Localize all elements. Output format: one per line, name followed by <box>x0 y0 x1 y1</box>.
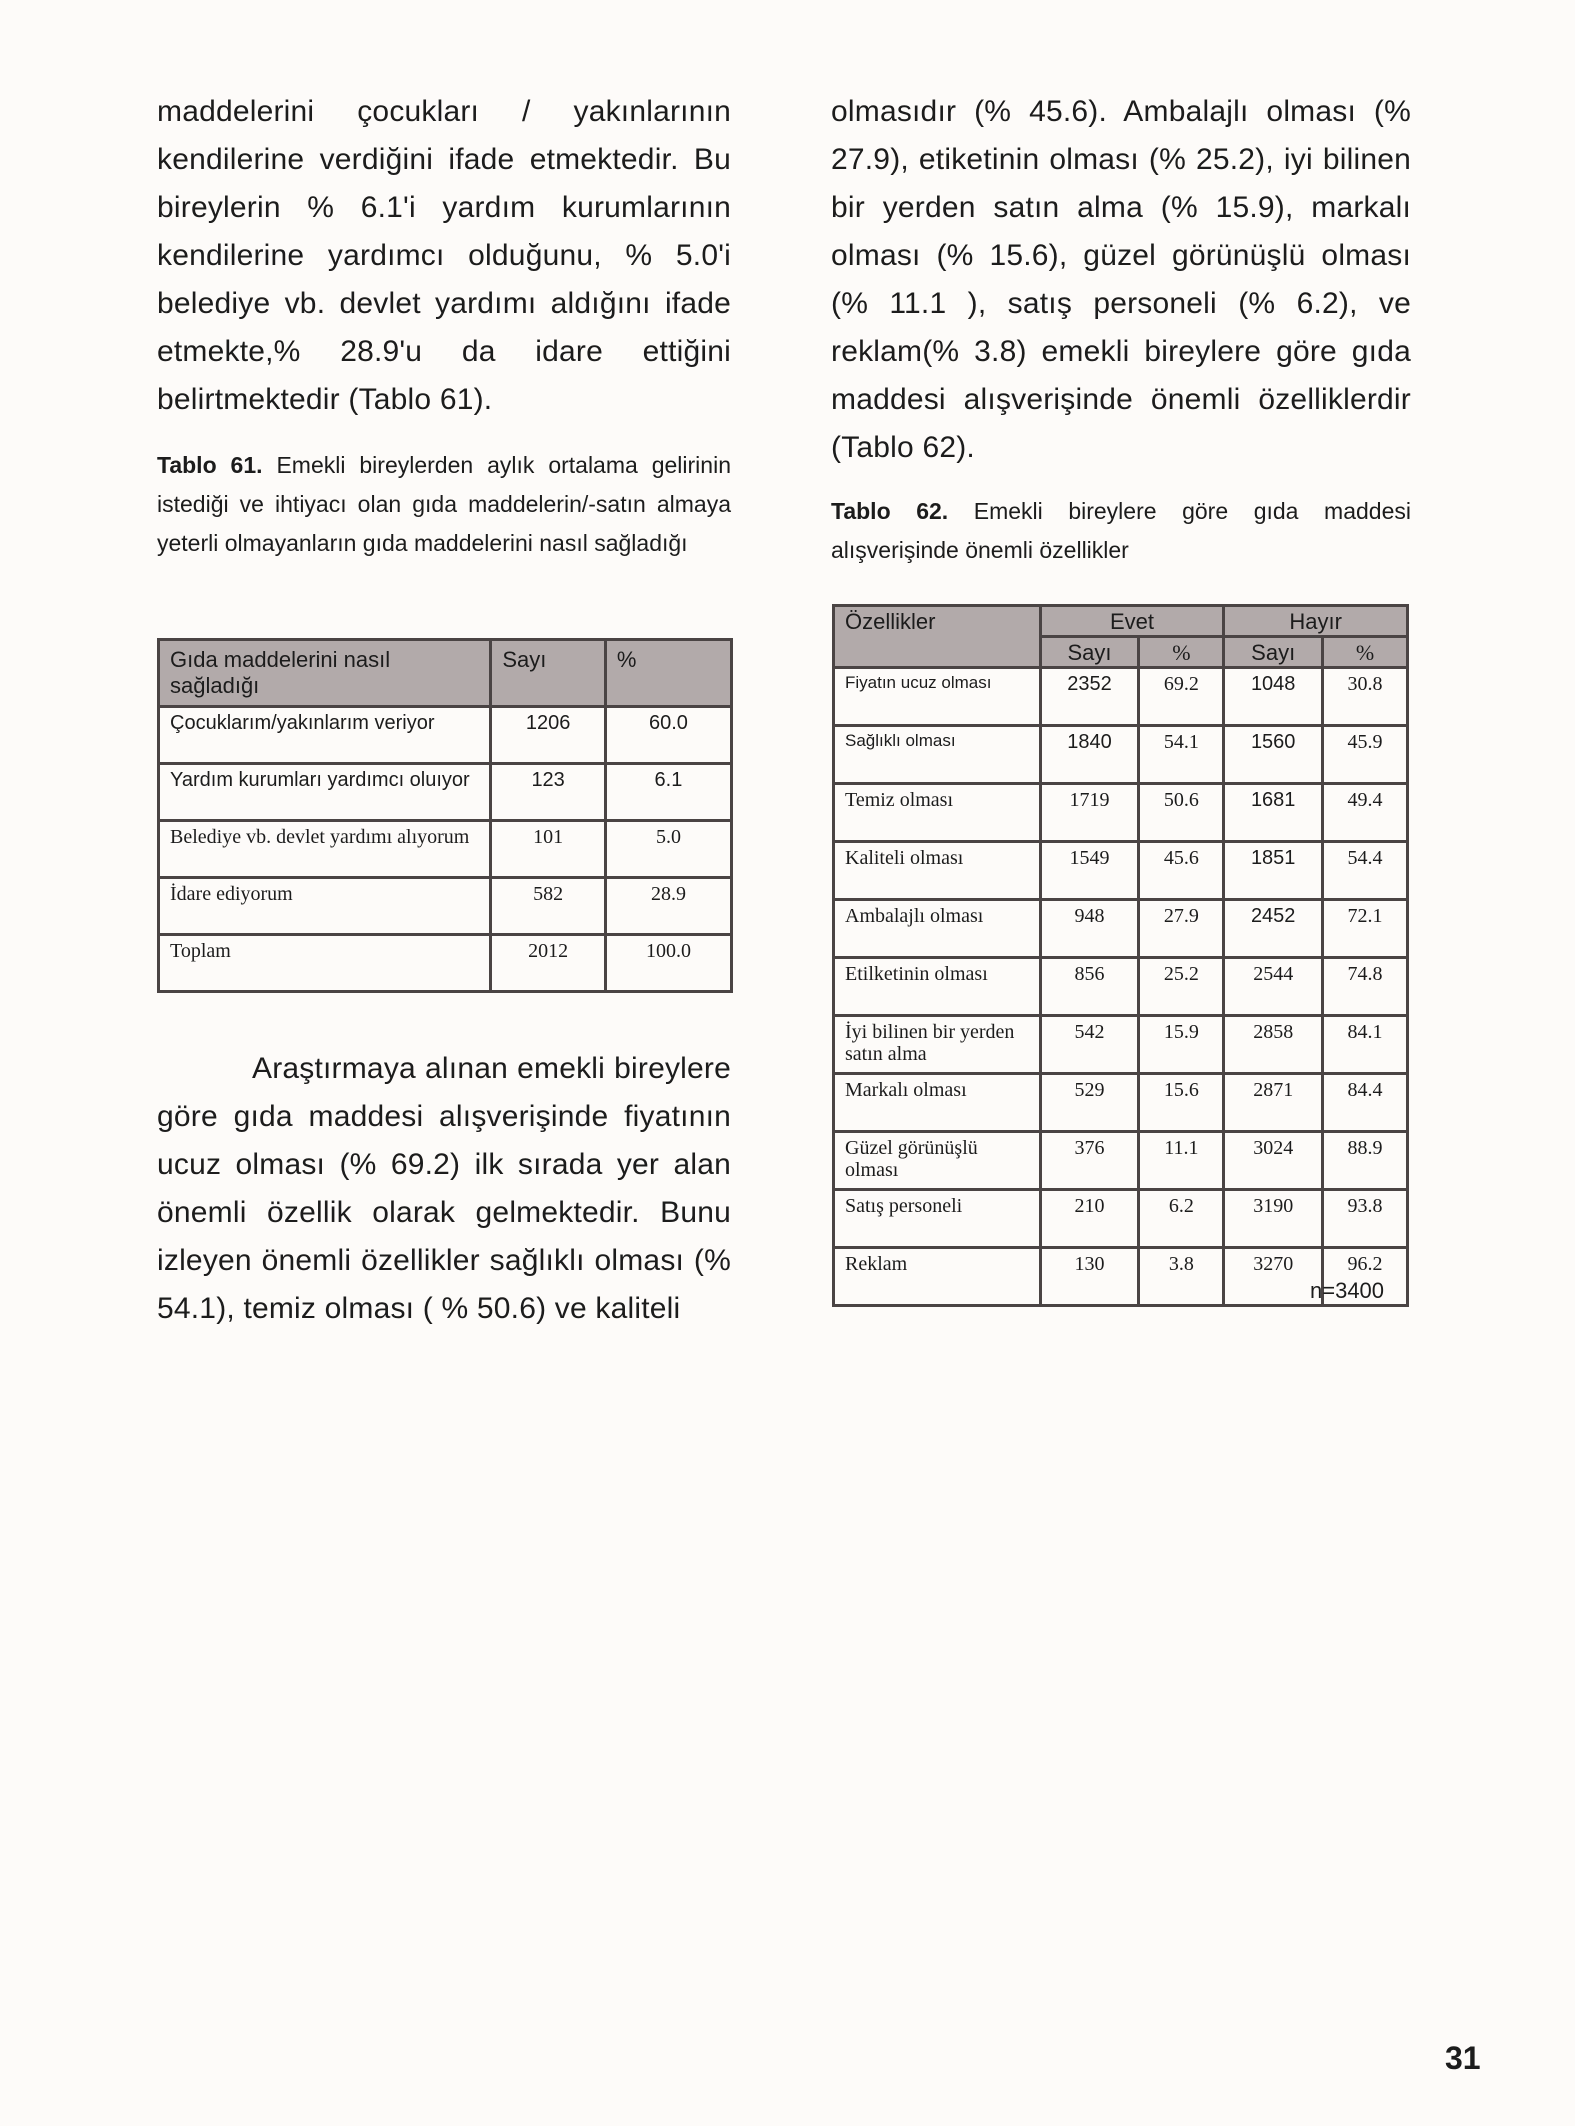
table-62-cell-yes-percent: 25.2 <box>1139 958 1224 1016</box>
table-62-header-yes: Evet <box>1040 606 1224 637</box>
table-62-cell-yes-count: 210 <box>1040 1190 1139 1248</box>
table-62-cell-yes-percent: 50.6 <box>1139 784 1224 842</box>
table-row <box>159 821 732 878</box>
right-column <box>831 88 1411 570</box>
table-62-cell-yes-percent: 15.9 <box>1139 1016 1224 1074</box>
table-62-cell-no-percent: 84.1 <box>1323 1016 1408 1074</box>
table-62-cell-yes-percent: 11.1 <box>1139 1132 1224 1190</box>
table-62-cell-no-count: 3270 <box>1224 1248 1323 1306</box>
left-paragraph-1: maddelerini çocukları / yakınlarının kendilerine verdiğini ifade etmektedir. Bu bireylerin % 6.1'i yardım kurumlarının kendilerine yardımcı olduğunu, % 5.0'i belediye vb. devlet yardımı aldığını ifade etmekte,% 28.9'u da idare ettiğini belirtmektedir (Tablo 61). <box>157 95 731 416</box>
table-62-cell-no-percent: 45.9 <box>1323 726 1408 784</box>
table-61-cell-percent: 28.9 <box>605 878 731 935</box>
table-row <box>834 1132 1408 1190</box>
table-62-cell-no-percent: 30.8 <box>1323 668 1408 726</box>
table-62-cell-yes-count: 1840 <box>1040 726 1139 784</box>
table-62-cell-feature: Satış personeli <box>834 1190 1041 1248</box>
table-62-cell-yes-count: 542 <box>1040 1016 1139 1074</box>
table-62-cell-no-percent: 93.8 <box>1323 1190 1408 1248</box>
table-62-cell-feature: Kaliteli olması <box>834 842 1041 900</box>
table-62-sample-note: n=3400 <box>1310 1278 1385 1303</box>
table-62-cell-no-percent: 88.9 <box>1323 1132 1408 1190</box>
table-62-header-row <box>834 606 1408 637</box>
table-row <box>834 784 1408 842</box>
table-62-subheader-no-count: Sayı <box>1224 637 1323 668</box>
table-62-cell-no-percent: 96.2 <box>1323 1248 1408 1306</box>
table-61 <box>157 638 733 993</box>
table-62-header-no: Hayır <box>1224 606 1408 637</box>
table-62 <box>832 604 1409 1307</box>
table-61-cell-label: İdare ediyorum <box>159 878 491 935</box>
right-paragraph-1: olmasıdır (% 45.6). Ambalajlı olması (% 27.9), etiketinin olması (% 25.2), iyi bilinen bir yerden satın alma (% 15.9), markalı olması (% 15.6), güzel görünüşlü olması (% 11.1 ), satış personeli (% 6.2), ve reklam(% 3.8) emekli bireylere göre gıda maddesi alışverişinde önemli özelliklerdir (Tablo 62). <box>831 95 1411 464</box>
table-62-cell-no-count: 1048 <box>1224 668 1323 726</box>
table-61-cell-percent: 60.0 <box>605 707 731 764</box>
table-row <box>159 935 732 992</box>
table-62-cell-no-percent: 54.4 <box>1323 842 1408 900</box>
table-row <box>834 1074 1408 1132</box>
table-62-cell-yes-count: 1719 <box>1040 784 1139 842</box>
table-62-cell-feature: Etilketinin olması <box>834 958 1041 1016</box>
table-62-cell-feature: Sağlıklı olması <box>834 726 1041 784</box>
table-61-header-count: Sayı <box>491 640 606 707</box>
table-62-cell-no-percent: 72.1 <box>1323 900 1408 958</box>
table-61-caption-label: Tablo 61. <box>157 452 263 478</box>
table-62-cell-no-count: 1851 <box>1224 842 1323 900</box>
table-62-cell-yes-percent: 69.2 <box>1139 668 1224 726</box>
table-61-cell-count: 101 <box>491 821 606 878</box>
table-62-cell-yes-count: 376 <box>1040 1132 1139 1190</box>
table-62-cell-no-count: 2544 <box>1224 958 1323 1016</box>
table-row <box>834 900 1408 958</box>
table-62-caption-label: Tablo 62. <box>831 498 949 524</box>
table-62-cell-yes-count: 856 <box>1040 958 1139 1016</box>
table-62-cell-no-count: 2858 <box>1224 1016 1323 1074</box>
left-column <box>157 88 731 563</box>
table-62-cell-no-percent: 49.4 <box>1323 784 1408 842</box>
table-62-cell-feature: İyi bilinen bir yerden satın alma <box>834 1016 1041 1074</box>
table-61-header-method: Gıda maddelerini nasıl sağladığı <box>159 640 491 707</box>
page-number: 31 <box>1445 2040 1481 2076</box>
table-62-cell-no-count: 1560 <box>1224 726 1323 784</box>
table-row <box>834 958 1408 1016</box>
table-62-cell-yes-count: 2352 <box>1040 668 1139 726</box>
table-62-cell-yes-percent: 15.6 <box>1139 1074 1224 1132</box>
table-62-cell-feature: Fiyatın ucuz olması <box>834 668 1041 726</box>
table-62-cell-yes-count: 130 <box>1040 1248 1139 1306</box>
table-62-cell-feature: Markalı olması <box>834 1074 1041 1132</box>
table-62-cell-feature: Ambalajlı olması <box>834 900 1041 958</box>
table-62-cell-yes-percent: 45.6 <box>1139 842 1224 900</box>
table-61-cell-label: Yardım kurumları yardımcı oluıyor <box>159 764 491 821</box>
left-paragraph-2: Araştırmaya alınan emekli bireylere göre gıda maddesi alışverişinde fiyatının ucuz olması (% 69.2) ilk sırada yer alan önemli özellik olarak gelmektedir. Bunu izleyen önemli özellikler sağlıklı olması (% 54.1), temiz olması ( % 50.6) ve kaliteli <box>157 1052 731 1325</box>
table-62-caption <box>831 492 1411 570</box>
table-61-cell-label: Toplam <box>159 935 491 992</box>
table-61-cell-count: 582 <box>491 878 606 935</box>
table-62-cell-no-count: 3024 <box>1224 1132 1323 1190</box>
table-61-cell-label: Belediye vb. devlet yardımı alıyorum <box>159 821 491 878</box>
table-62-cell-no-count: 2452 <box>1224 900 1323 958</box>
table-62-cell-no-count: 3190 <box>1224 1190 1323 1248</box>
table-62-cell-yes-percent: 6.2 <box>1139 1190 1224 1248</box>
table-61-caption-text: Emekli bireylerden aylık ortalama gelirinin istediği ve ihtiyacı olan gıda maddelerin/-satın almaya yeterli olmayanların gıda maddelerini nasıl sağladığı <box>157 452 731 556</box>
table-row <box>159 707 732 764</box>
table-61-header-row <box>159 640 732 707</box>
table-row <box>159 764 732 821</box>
table-62-cell-yes-percent: 27.9 <box>1139 900 1224 958</box>
table-61-cell-percent: 5.0 <box>605 821 731 878</box>
table-62-header-features: Özellikler <box>834 606 1041 668</box>
table-62-cell-yes-percent: 54.1 <box>1139 726 1224 784</box>
table-62-subheader-no-percent: % <box>1323 637 1408 668</box>
table-62-cell-yes-percent: 3.8 <box>1139 1248 1224 1306</box>
table-row <box>834 1190 1408 1248</box>
table-row <box>834 668 1408 726</box>
table-62-cell-feature: Güzel görünüşlü olması <box>834 1132 1041 1190</box>
table-62-caption-text: Emekli bireylere göre gıda maddesi alışverişinde önemli özellikler <box>831 498 1411 563</box>
table-62-cell-yes-count: 529 <box>1040 1074 1139 1132</box>
table-61-cell-count: 1206 <box>491 707 606 764</box>
table-61-cell-percent: 100.0 <box>605 935 731 992</box>
table-row <box>159 878 732 935</box>
table-61-cell-count: 123 <box>491 764 606 821</box>
table-62-cell-no-count: 1681 <box>1224 784 1323 842</box>
table-61-cell-count: 2012 <box>491 935 606 992</box>
table-62-cell-no-percent: 74.8 <box>1323 958 1408 1016</box>
left-column-lower <box>157 1045 731 1333</box>
table-62-subheader-yes-count: Sayı <box>1040 637 1139 668</box>
table-row <box>834 1016 1408 1074</box>
table-62-cell-feature: Temiz olması <box>834 784 1041 842</box>
table-62-cell-no-percent: 84.4 <box>1323 1074 1408 1132</box>
table-62-cell-yes-count: 1549 <box>1040 842 1139 900</box>
table-62-subheader-yes-percent: % <box>1139 637 1224 668</box>
table-61-cell-percent: 6.1 <box>605 764 731 821</box>
table-62-cell-feature: Reklam <box>834 1248 1041 1306</box>
table-62-cell-no-count: 2871 <box>1224 1074 1323 1132</box>
table-61-caption <box>157 446 731 563</box>
table-62-cell-yes-count: 948 <box>1040 900 1139 958</box>
table-row <box>834 726 1408 784</box>
table-61-cell-label: Çocuklarım/yakınlarım veriyor <box>159 707 491 764</box>
table-row <box>834 842 1408 900</box>
table-61-header-percent: % <box>605 640 731 707</box>
